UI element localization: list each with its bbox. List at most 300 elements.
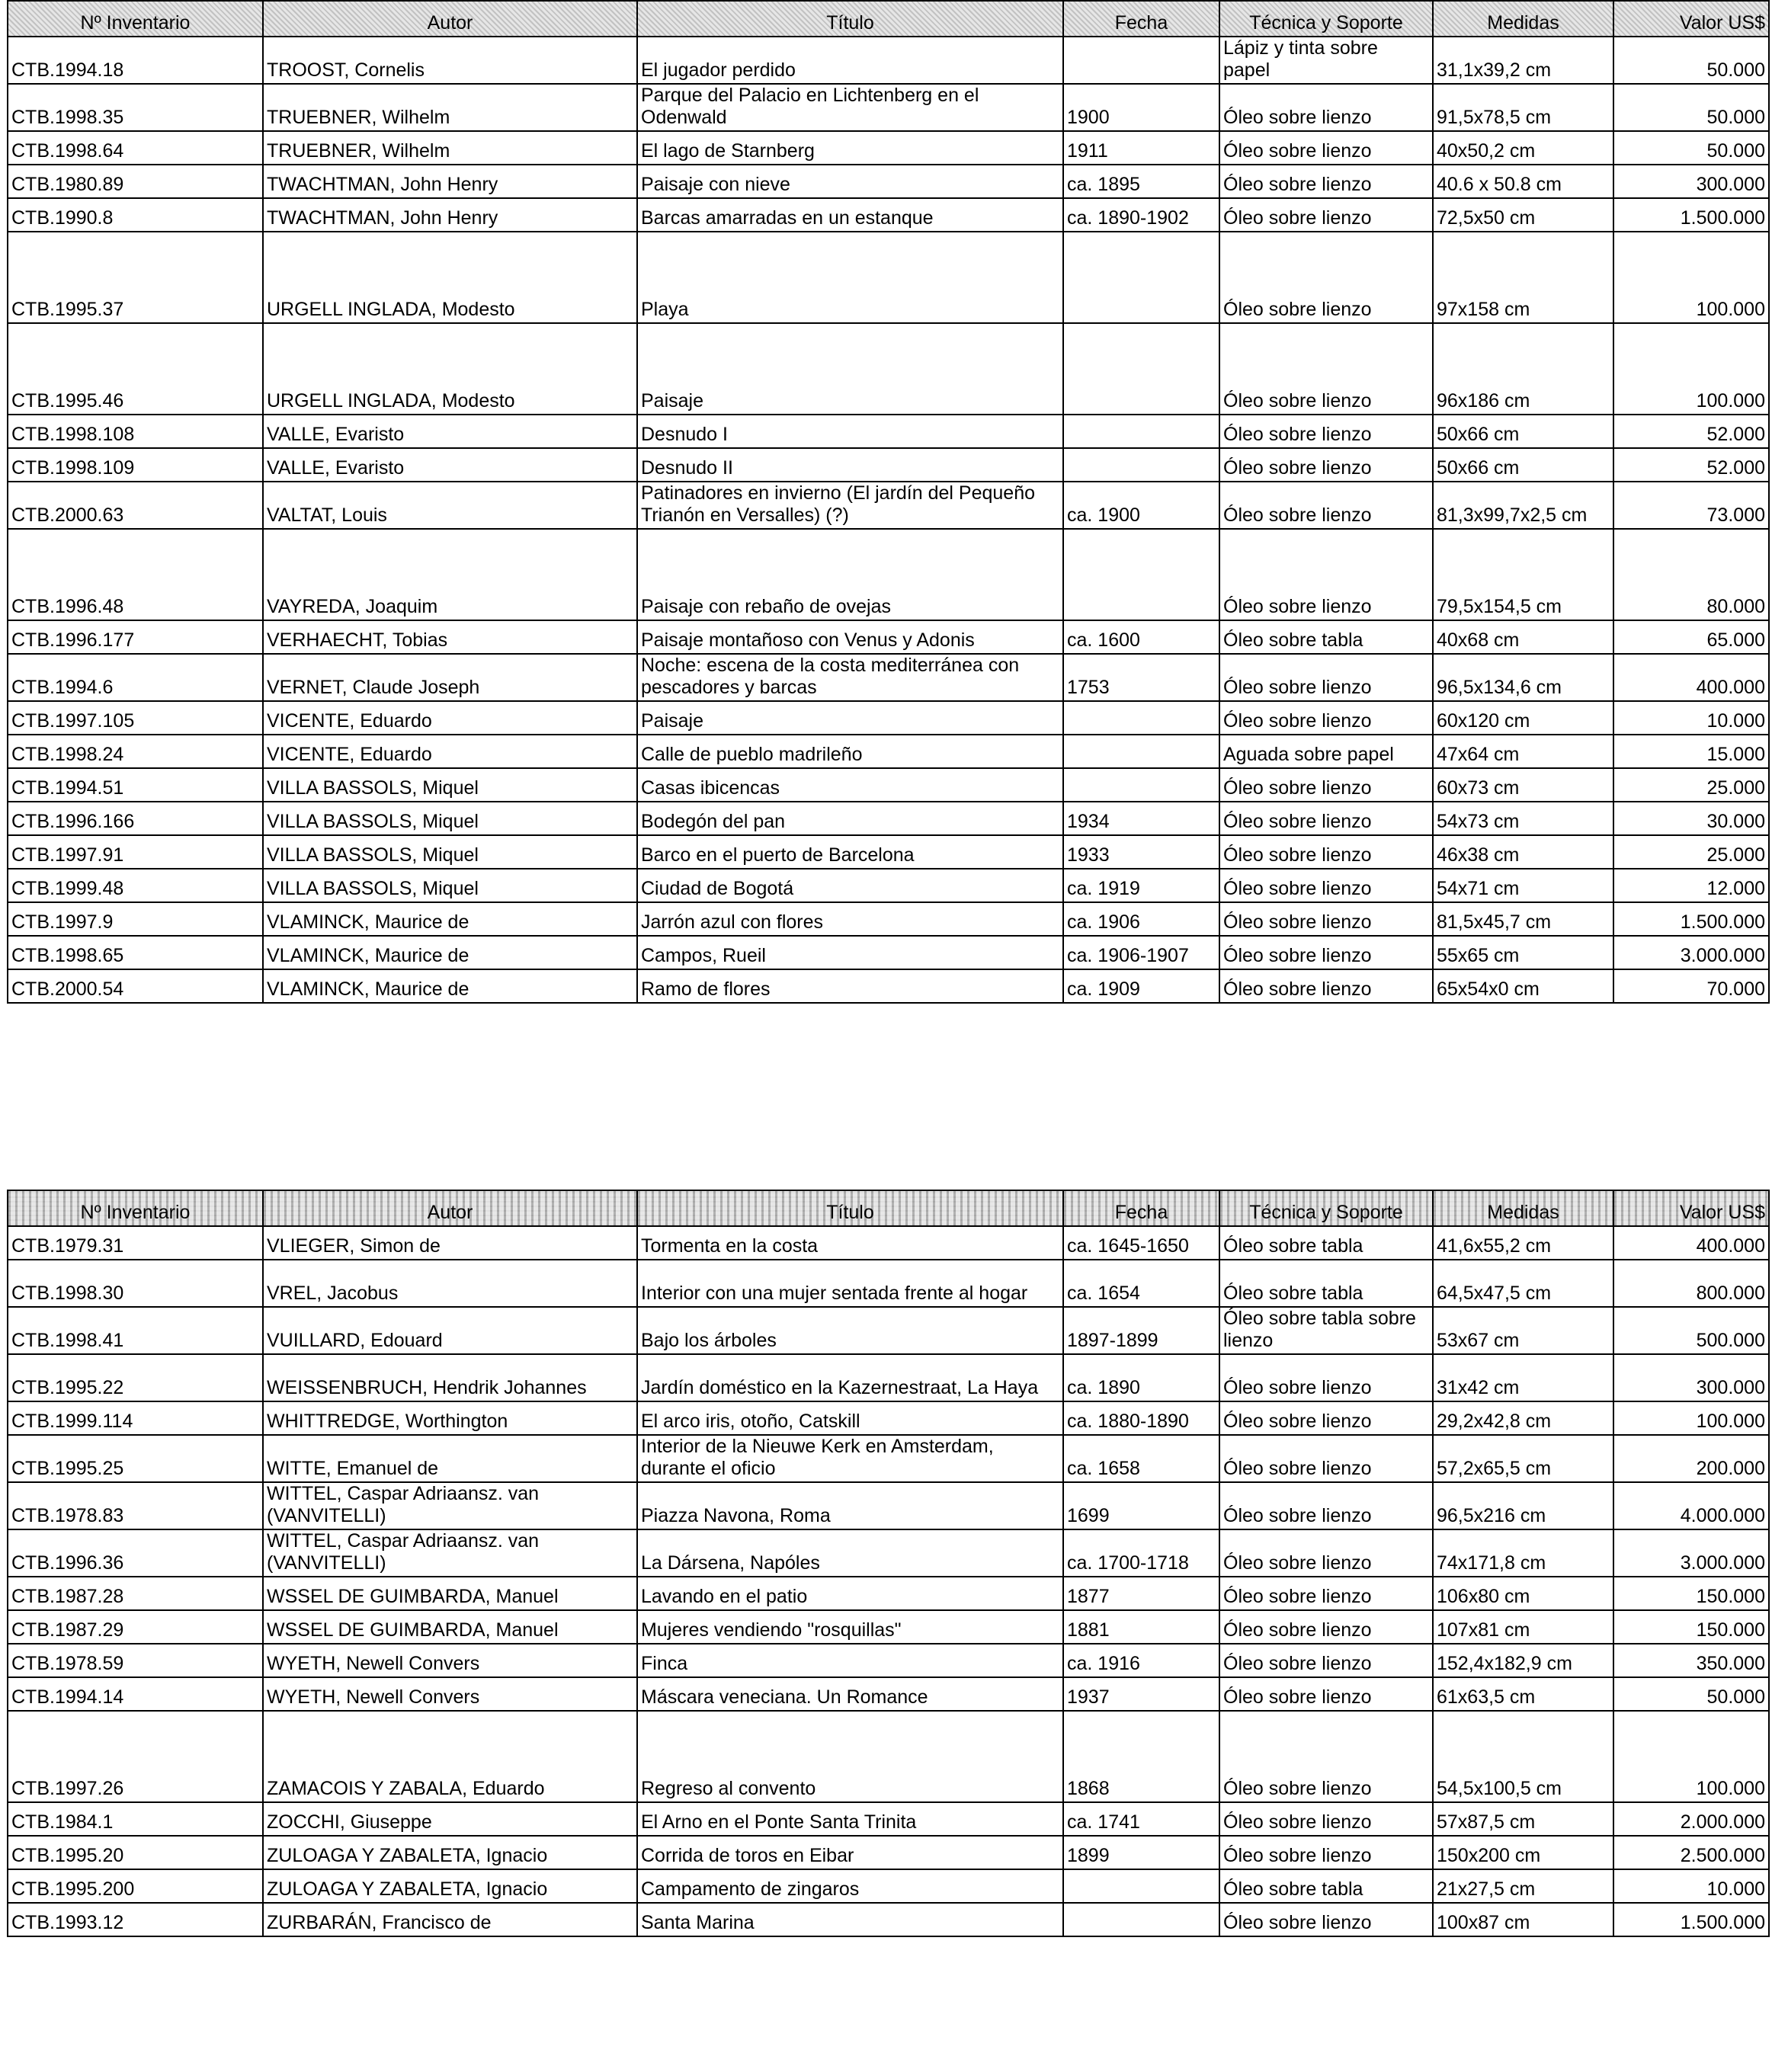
cell-autor: VILLA BASSOLS, Miquel bbox=[263, 802, 637, 835]
cell-titulo: Barco en el puerto de Barcelona bbox=[637, 835, 1063, 869]
cell-tecnica: Óleo sobre lienzo bbox=[1219, 969, 1433, 1003]
header-autor: Autor bbox=[263, 1, 637, 37]
cell-tecnica: Óleo sobre lienzo bbox=[1219, 1401, 1433, 1435]
header-valor: Valor US$ bbox=[1613, 1, 1769, 37]
cell-autor: WSSEL DE GUIMBARDA, Manuel bbox=[263, 1577, 637, 1610]
cell-inventario: CTB.1995.25 bbox=[8, 1435, 263, 1482]
cell-autor: VERHAECHT, Tobias bbox=[263, 620, 637, 654]
cell-inventario: CTB.1980.89 bbox=[8, 165, 263, 198]
cell-titulo: La Dársena, Napóles bbox=[637, 1529, 1063, 1577]
cell-autor: VILLA BASSOLS, Miquel bbox=[263, 869, 637, 902]
cell-titulo: Ramo de flores bbox=[637, 969, 1063, 1003]
cell-valor: 52.000 bbox=[1613, 448, 1769, 482]
cell-fecha bbox=[1063, 448, 1219, 482]
cell-valor: 300.000 bbox=[1613, 1354, 1769, 1401]
cell-fecha: ca. 1658 bbox=[1063, 1435, 1219, 1482]
cell-titulo: Playa bbox=[637, 232, 1063, 323]
cell-tecnica: Óleo sobre lienzo bbox=[1219, 131, 1433, 165]
cell-valor: 4.000.000 bbox=[1613, 1482, 1769, 1529]
cell-medidas: 41,6x55,2 cm bbox=[1433, 1226, 1613, 1260]
cell-inventario: CTB.1993.12 bbox=[8, 1903, 263, 1936]
cell-inventario: CTB.1996.166 bbox=[8, 802, 263, 835]
cell-autor: WYETH, Newell Convers bbox=[263, 1677, 637, 1711]
table-row bbox=[8, 1354, 1769, 1401]
table-row bbox=[8, 701, 1769, 735]
cell-inventario: CTB.1997.105 bbox=[8, 701, 263, 735]
cell-titulo: Paisaje montañoso con Venus y Adonis bbox=[637, 620, 1063, 654]
cell-fecha: ca. 1880-1890 bbox=[1063, 1401, 1219, 1435]
cell-fecha: 1934 bbox=[1063, 802, 1219, 835]
cell-titulo: El arco iris, otoño, Catskill bbox=[637, 1401, 1063, 1435]
header-row bbox=[8, 1, 1769, 37]
cell-valor: 200.000 bbox=[1613, 1435, 1769, 1482]
header-fecha: Fecha bbox=[1063, 1, 1219, 37]
cell-fecha bbox=[1063, 1869, 1219, 1903]
table-row bbox=[8, 1307, 1769, 1354]
cell-autor: ZULOAGA Y ZABALETA, Ignacio bbox=[263, 1836, 637, 1869]
cell-tecnica: Óleo sobre lienzo bbox=[1219, 482, 1433, 529]
cell-medidas: 65x54x0 cm bbox=[1433, 969, 1613, 1003]
cell-medidas: 96x186 cm bbox=[1433, 323, 1613, 415]
cell-valor: 80.000 bbox=[1613, 529, 1769, 620]
cell-medidas: 91,5x78,5 cm bbox=[1433, 84, 1613, 131]
table-row bbox=[8, 448, 1769, 482]
table-row bbox=[8, 482, 1769, 529]
cell-valor: 500.000 bbox=[1613, 1307, 1769, 1354]
header-titulo: Título bbox=[637, 1, 1063, 37]
cell-tecnica: Óleo sobre lienzo bbox=[1219, 1577, 1433, 1610]
cell-titulo: Jardín doméstico en la Kazernestraat, La Haya bbox=[637, 1354, 1063, 1401]
cell-inventario: CTB.1996.48 bbox=[8, 529, 263, 620]
cell-autor: TROOST, Cornelis bbox=[263, 37, 637, 84]
cell-tecnica: Óleo sobre lienzo bbox=[1219, 701, 1433, 735]
cell-inventario: CTB.1995.46 bbox=[8, 323, 263, 415]
cell-medidas: 64,5x47,5 cm bbox=[1433, 1260, 1613, 1307]
cell-medidas: 60x73 cm bbox=[1433, 768, 1613, 802]
cell-inventario: CTB.1995.22 bbox=[8, 1354, 263, 1401]
cell-fecha: 1911 bbox=[1063, 131, 1219, 165]
cell-tecnica: Aguada sobre papel bbox=[1219, 735, 1433, 768]
table-row bbox=[8, 1577, 1769, 1610]
header-inventario: Nº Inventario bbox=[8, 1, 263, 37]
cell-medidas: 21x27,5 cm bbox=[1433, 1869, 1613, 1903]
table-row bbox=[8, 1836, 1769, 1869]
table-row bbox=[8, 1226, 1769, 1260]
table-row bbox=[8, 1677, 1769, 1711]
header-medidas: Medidas bbox=[1433, 1, 1613, 37]
cell-medidas: 31,1x39,2 cm bbox=[1433, 37, 1613, 84]
cell-inventario: CTB.1998.41 bbox=[8, 1307, 263, 1354]
cell-autor: TRUEBNER, Wilhelm bbox=[263, 84, 637, 131]
cell-fecha: ca. 1906 bbox=[1063, 902, 1219, 936]
cell-fecha bbox=[1063, 323, 1219, 415]
table-row bbox=[8, 165, 1769, 198]
cell-autor: URGELL INGLADA, Modesto bbox=[263, 323, 637, 415]
table-header bbox=[8, 1, 1769, 37]
cell-inventario: CTB.2000.63 bbox=[8, 482, 263, 529]
cell-autor: WEISSENBRUCH, Hendrik Johannes bbox=[263, 1354, 637, 1401]
table-row bbox=[8, 869, 1769, 902]
cell-valor: 150.000 bbox=[1613, 1610, 1769, 1644]
cell-fecha: ca. 1654 bbox=[1063, 1260, 1219, 1307]
cell-inventario: CTB.1998.109 bbox=[8, 448, 263, 482]
cell-valor: 25.000 bbox=[1613, 835, 1769, 869]
table-row bbox=[8, 620, 1769, 654]
cell-autor: VLAMINCK, Maurice de bbox=[263, 969, 637, 1003]
cell-titulo: Bodegón del pan bbox=[637, 802, 1063, 835]
cell-fecha: ca. 1906-1907 bbox=[1063, 936, 1219, 969]
cell-inventario: CTB.1998.64 bbox=[8, 131, 263, 165]
cell-valor: 50.000 bbox=[1613, 84, 1769, 131]
cell-autor: WYETH, Newell Convers bbox=[263, 1644, 637, 1677]
cell-titulo: Paisaje con rebaño de ovejas bbox=[637, 529, 1063, 620]
table-row bbox=[8, 1435, 1769, 1482]
cell-fecha: ca. 1900 bbox=[1063, 482, 1219, 529]
cell-inventario: CTB.1997.9 bbox=[8, 902, 263, 936]
cell-autor: ZAMACOIS Y ZABALA, Eduardo bbox=[263, 1711, 637, 1802]
cell-titulo: Bajo los árboles bbox=[637, 1307, 1063, 1354]
cell-autor: VERNET, Claude Joseph bbox=[263, 654, 637, 701]
cell-autor: VREL, Jacobus bbox=[263, 1260, 637, 1307]
cell-fecha: 1877 bbox=[1063, 1577, 1219, 1610]
cell-autor: WHITTREDGE, Worthington bbox=[263, 1401, 637, 1435]
cell-medidas: 72,5x50 cm bbox=[1433, 198, 1613, 232]
cell-titulo: Noche: escena de la costa mediterránea con pescadores y barcas bbox=[637, 654, 1063, 701]
cell-inventario: CTB.2000.54 bbox=[8, 969, 263, 1003]
table-row bbox=[8, 735, 1769, 768]
cell-autor: VLIEGER, Simon de bbox=[263, 1226, 637, 1260]
cell-tecnica: Óleo sobre tabla bbox=[1219, 1869, 1433, 1903]
cell-titulo: Paisaje bbox=[637, 701, 1063, 735]
cell-medidas: 40.6 x 50.8 cm bbox=[1433, 165, 1613, 198]
cell-autor: VUILLARD, Edouard bbox=[263, 1307, 637, 1354]
cell-fecha: ca. 1600 bbox=[1063, 620, 1219, 654]
cell-medidas: 97x158 cm bbox=[1433, 232, 1613, 323]
cell-autor: WITTEL, Caspar Adriaansz. van (VANVITELLI) bbox=[263, 1482, 637, 1529]
cell-tecnica: Óleo sobre lienzo bbox=[1219, 936, 1433, 969]
cell-titulo: Tormenta en la costa bbox=[637, 1226, 1063, 1260]
cell-fecha: ca. 1645-1650 bbox=[1063, 1226, 1219, 1260]
table-row bbox=[8, 415, 1769, 448]
cell-valor: 65.000 bbox=[1613, 620, 1769, 654]
cell-titulo: Paisaje con nieve bbox=[637, 165, 1063, 198]
cell-tecnica: Óleo sobre lienzo bbox=[1219, 198, 1433, 232]
cell-valor: 400.000 bbox=[1613, 1226, 1769, 1260]
cell-inventario: CTB.1990.8 bbox=[8, 198, 263, 232]
cell-autor: VLAMINCK, Maurice de bbox=[263, 936, 637, 969]
cell-autor: WITTE, Emanuel de bbox=[263, 1435, 637, 1482]
cell-inventario: CTB.1999.48 bbox=[8, 869, 263, 902]
table-row bbox=[8, 1401, 1769, 1435]
cell-fecha bbox=[1063, 415, 1219, 448]
cell-medidas: 54x73 cm bbox=[1433, 802, 1613, 835]
cell-valor: 2.000.000 bbox=[1613, 1802, 1769, 1836]
header-titulo: Título bbox=[637, 1190, 1063, 1226]
cell-tecnica: Óleo sobre lienzo bbox=[1219, 165, 1433, 198]
cell-valor: 100.000 bbox=[1613, 1401, 1769, 1435]
cell-inventario: CTB.1998.24 bbox=[8, 735, 263, 768]
cell-inventario: CTB.1998.108 bbox=[8, 415, 263, 448]
cell-valor: 800.000 bbox=[1613, 1260, 1769, 1307]
cell-fecha bbox=[1063, 232, 1219, 323]
cell-tecnica: Óleo sobre lienzo bbox=[1219, 1482, 1433, 1529]
cell-tecnica: Óleo sobre lienzo bbox=[1219, 1354, 1433, 1401]
cell-valor: 2.500.000 bbox=[1613, 1836, 1769, 1869]
cell-inventario: CTB.1994.6 bbox=[8, 654, 263, 701]
cell-tecnica: Óleo sobre lienzo bbox=[1219, 1802, 1433, 1836]
cell-medidas: 61x63,5 cm bbox=[1433, 1677, 1613, 1711]
cell-autor: TRUEBNER, Wilhelm bbox=[263, 131, 637, 165]
cell-fecha bbox=[1063, 701, 1219, 735]
cell-medidas: 31x42 cm bbox=[1433, 1354, 1613, 1401]
table-row bbox=[8, 654, 1769, 701]
cell-fecha: ca. 1909 bbox=[1063, 969, 1219, 1003]
inventory-table-1 bbox=[7, 0, 1770, 1004]
cell-titulo: Regreso al convento bbox=[637, 1711, 1063, 1802]
cell-autor: ZOCCHI, Giuseppe bbox=[263, 1802, 637, 1836]
header-autor: Autor bbox=[263, 1190, 637, 1226]
cell-medidas: 96,5x134,6 cm bbox=[1433, 654, 1613, 701]
cell-inventario: CTB.1994.14 bbox=[8, 1677, 263, 1711]
cell-titulo: Calle de pueblo madrileño bbox=[637, 735, 1063, 768]
cell-fecha: 1753 bbox=[1063, 654, 1219, 701]
cell-fecha: ca. 1700-1718 bbox=[1063, 1529, 1219, 1577]
cell-valor: 70.000 bbox=[1613, 969, 1769, 1003]
table-row bbox=[8, 198, 1769, 232]
table-row bbox=[8, 768, 1769, 802]
cell-valor: 50.000 bbox=[1613, 131, 1769, 165]
cell-fecha: 1933 bbox=[1063, 835, 1219, 869]
cell-valor: 15.000 bbox=[1613, 735, 1769, 768]
cell-autor: VALLE, Evaristo bbox=[263, 448, 637, 482]
cell-fecha: 1900 bbox=[1063, 84, 1219, 131]
inventory-table-2 bbox=[7, 1190, 1770, 1937]
cell-valor: 350.000 bbox=[1613, 1644, 1769, 1677]
cell-fecha bbox=[1063, 1903, 1219, 1936]
table-row bbox=[8, 1711, 1769, 1802]
cell-valor: 150.000 bbox=[1613, 1577, 1769, 1610]
header-tecnica: Técnica y Soporte bbox=[1219, 1190, 1433, 1226]
cell-medidas: 54x71 cm bbox=[1433, 869, 1613, 902]
cell-inventario: CTB.1978.83 bbox=[8, 1482, 263, 1529]
cell-tecnica: Óleo sobre lienzo bbox=[1219, 323, 1433, 415]
cell-tecnica: Óleo sobre lienzo bbox=[1219, 1435, 1433, 1482]
table-row bbox=[8, 232, 1769, 323]
cell-valor: 10.000 bbox=[1613, 1869, 1769, 1903]
cell-valor: 73.000 bbox=[1613, 482, 1769, 529]
cell-fecha: ca. 1741 bbox=[1063, 1802, 1219, 1836]
table-header bbox=[8, 1190, 1769, 1226]
cell-medidas: 74x171,8 cm bbox=[1433, 1529, 1613, 1577]
cell-autor: VILLA BASSOLS, Miquel bbox=[263, 835, 637, 869]
header-tecnica: Técnica y Soporte bbox=[1219, 1, 1433, 37]
cell-medidas: 106x80 cm bbox=[1433, 1577, 1613, 1610]
cell-medidas: 50x66 cm bbox=[1433, 415, 1613, 448]
cell-autor: VICENTE, Eduardo bbox=[263, 701, 637, 735]
table-row bbox=[8, 1610, 1769, 1644]
cell-titulo: Jarrón azul con flores bbox=[637, 902, 1063, 936]
cell-tecnica: Óleo sobre lienzo bbox=[1219, 448, 1433, 482]
cell-titulo: Desnudo II bbox=[637, 448, 1063, 482]
cell-inventario: CTB.1997.91 bbox=[8, 835, 263, 869]
cell-tecnica: Óleo sobre lienzo bbox=[1219, 1644, 1433, 1677]
cell-inventario: CTB.1996.36 bbox=[8, 1529, 263, 1577]
cell-medidas: 47x64 cm bbox=[1433, 735, 1613, 768]
cell-medidas: 54,5x100,5 cm bbox=[1433, 1711, 1613, 1802]
cell-tecnica: Óleo sobre lienzo bbox=[1219, 415, 1433, 448]
cell-fecha bbox=[1063, 37, 1219, 84]
cell-fecha: 1897-1899 bbox=[1063, 1307, 1219, 1354]
cell-autor: URGELL INGLADA, Modesto bbox=[263, 232, 637, 323]
cell-autor: WITTEL, Caspar Adriaansz. van (VANVITELLI) bbox=[263, 1529, 637, 1577]
cell-tecnica: Óleo sobre lienzo bbox=[1219, 768, 1433, 802]
table-row bbox=[8, 1869, 1769, 1903]
cell-fecha: 1868 bbox=[1063, 1711, 1219, 1802]
table-row bbox=[8, 323, 1769, 415]
table-row bbox=[8, 1482, 1769, 1529]
cell-fecha: 1699 bbox=[1063, 1482, 1219, 1529]
cell-medidas: 57,2x65,5 cm bbox=[1433, 1435, 1613, 1482]
cell-tecnica: Óleo sobre lienzo bbox=[1219, 1903, 1433, 1936]
cell-titulo: Barcas amarradas en un estanque bbox=[637, 198, 1063, 232]
cell-autor: ZULOAGA Y ZABALETA, Ignacio bbox=[263, 1869, 637, 1903]
cell-fecha: ca. 1890-1902 bbox=[1063, 198, 1219, 232]
cell-inventario: CTB.1997.26 bbox=[8, 1711, 263, 1802]
cell-medidas: 55x65 cm bbox=[1433, 936, 1613, 969]
cell-autor: VALTAT, Louis bbox=[263, 482, 637, 529]
cell-valor: 100.000 bbox=[1613, 323, 1769, 415]
cell-titulo: Mujeres vendiendo "rosquillas" bbox=[637, 1610, 1063, 1644]
cell-valor: 300.000 bbox=[1613, 165, 1769, 198]
table-row bbox=[8, 902, 1769, 936]
cell-tecnica: Óleo sobre lienzo bbox=[1219, 529, 1433, 620]
cell-fecha: ca. 1895 bbox=[1063, 165, 1219, 198]
cell-fecha bbox=[1063, 735, 1219, 768]
cell-tecnica: Óleo sobre tabla sobre lienzo bbox=[1219, 1307, 1433, 1354]
cell-autor: ZURBARÁN, Francisco de bbox=[263, 1903, 637, 1936]
cell-tecnica: Óleo sobre tabla bbox=[1219, 1226, 1433, 1260]
cell-autor: VALLE, Evaristo bbox=[263, 415, 637, 448]
cell-inventario: CTB.1999.114 bbox=[8, 1401, 263, 1435]
cell-titulo: Parque del Palacio en Lichtenberg en el Odenwald bbox=[637, 84, 1063, 131]
cell-medidas: 57x87,5 cm bbox=[1433, 1802, 1613, 1836]
cell-valor: 3.000.000 bbox=[1613, 1529, 1769, 1577]
cell-valor: 3.000.000 bbox=[1613, 936, 1769, 969]
cell-valor: 1.500.000 bbox=[1613, 198, 1769, 232]
cell-tecnica: Óleo sobre lienzo bbox=[1219, 802, 1433, 835]
cell-medidas: 81,5x45,7 cm bbox=[1433, 902, 1613, 936]
cell-titulo: Piazza Navona, Roma bbox=[637, 1482, 1063, 1529]
cell-valor: 1.500.000 bbox=[1613, 902, 1769, 936]
cell-autor: VICENTE, Eduardo bbox=[263, 735, 637, 768]
cell-valor: 50.000 bbox=[1613, 37, 1769, 84]
cell-inventario: CTB.1987.29 bbox=[8, 1610, 263, 1644]
cell-tecnica: Óleo sobre lienzo bbox=[1219, 869, 1433, 902]
table-row bbox=[8, 969, 1769, 1003]
cell-medidas: 96,5x216 cm bbox=[1433, 1482, 1613, 1529]
header-medidas: Medidas bbox=[1433, 1190, 1613, 1226]
cell-medidas: 40x50,2 cm bbox=[1433, 131, 1613, 165]
cell-tecnica: Óleo sobre lienzo bbox=[1219, 1529, 1433, 1577]
table-row bbox=[8, 802, 1769, 835]
cell-titulo: Corrida de toros en Eibar bbox=[637, 1836, 1063, 1869]
header-row bbox=[8, 1190, 1769, 1226]
header-valor: Valor US$ bbox=[1613, 1190, 1769, 1226]
table-row bbox=[8, 131, 1769, 165]
cell-valor: 12.000 bbox=[1613, 869, 1769, 902]
cell-inventario: CTB.1995.37 bbox=[8, 232, 263, 323]
cell-valor: 1.500.000 bbox=[1613, 1903, 1769, 1936]
cell-inventario: CTB.1998.35 bbox=[8, 84, 263, 131]
table-row bbox=[8, 37, 1769, 84]
cell-tecnica: Óleo sobre lienzo bbox=[1219, 902, 1433, 936]
cell-tecnica: Óleo sobre lienzo bbox=[1219, 84, 1433, 131]
cell-titulo: Patinadores en invierno (El jardín del Pequeño Trianón en Versalles) (?) bbox=[637, 482, 1063, 529]
cell-inventario: CTB.1998.65 bbox=[8, 936, 263, 969]
cell-titulo: Campamento de zingaros bbox=[637, 1869, 1063, 1903]
cell-fecha: 1937 bbox=[1063, 1677, 1219, 1711]
cell-titulo: El jugador perdido bbox=[637, 37, 1063, 84]
cell-titulo: Paisaje bbox=[637, 323, 1063, 415]
cell-titulo: Finca bbox=[637, 1644, 1063, 1677]
table-row bbox=[8, 1903, 1769, 1936]
cell-valor: 100.000 bbox=[1613, 1711, 1769, 1802]
cell-inventario: CTB.1979.31 bbox=[8, 1226, 263, 1260]
cell-titulo: Interior con una mujer sentada frente al hogar bbox=[637, 1260, 1063, 1307]
cell-titulo: Desnudo I bbox=[637, 415, 1063, 448]
cell-tecnica: Óleo sobre lienzo bbox=[1219, 835, 1433, 869]
header-inventario: Nº Inventario bbox=[8, 1190, 263, 1226]
cell-valor: 30.000 bbox=[1613, 802, 1769, 835]
cell-medidas: 107x81 cm bbox=[1433, 1610, 1613, 1644]
cell-titulo: Lavando en el patio bbox=[637, 1577, 1063, 1610]
cell-inventario: CTB.1998.30 bbox=[8, 1260, 263, 1307]
cell-tecnica: Óleo sobre lienzo bbox=[1219, 1610, 1433, 1644]
cell-tecnica: Óleo sobre lienzo bbox=[1219, 1711, 1433, 1802]
cell-tecnica: Lápiz y tinta sobre papel bbox=[1219, 37, 1433, 84]
cell-medidas: 152,4x182,9 cm bbox=[1433, 1644, 1613, 1677]
cell-tecnica: Óleo sobre tabla bbox=[1219, 1260, 1433, 1307]
cell-titulo: Casas ibicencas bbox=[637, 768, 1063, 802]
table-row bbox=[8, 1644, 1769, 1677]
table-row bbox=[8, 84, 1769, 131]
cell-valor: 400.000 bbox=[1613, 654, 1769, 701]
cell-medidas: 46x38 cm bbox=[1433, 835, 1613, 869]
cell-titulo: Máscara veneciana. Un Romance bbox=[637, 1677, 1063, 1711]
cell-autor: VLAMINCK, Maurice de bbox=[263, 902, 637, 936]
table-body bbox=[8, 1226, 1769, 1936]
cell-medidas: 40x68 cm bbox=[1433, 620, 1613, 654]
cell-fecha: ca. 1919 bbox=[1063, 869, 1219, 902]
cell-tecnica: Óleo sobre lienzo bbox=[1219, 1836, 1433, 1869]
cell-medidas: 60x120 cm bbox=[1433, 701, 1613, 735]
cell-autor: WSSEL DE GUIMBARDA, Manuel bbox=[263, 1610, 637, 1644]
cell-autor: VAYREDA, Joaquim bbox=[263, 529, 637, 620]
cell-inventario: CTB.1995.20 bbox=[8, 1836, 263, 1869]
cell-tecnica: Óleo sobre tabla bbox=[1219, 620, 1433, 654]
table-row bbox=[8, 1529, 1769, 1577]
cell-medidas: 100x87 cm bbox=[1433, 1903, 1613, 1936]
cell-inventario: CTB.1994.51 bbox=[8, 768, 263, 802]
cell-medidas: 79,5x154,5 cm bbox=[1433, 529, 1613, 620]
cell-autor: TWACHTMAN, John Henry bbox=[263, 165, 637, 198]
cell-autor: TWACHTMAN, John Henry bbox=[263, 198, 637, 232]
table-row bbox=[8, 1260, 1769, 1307]
table-row bbox=[8, 936, 1769, 969]
header-fecha: Fecha bbox=[1063, 1190, 1219, 1226]
cell-titulo: El lago de Starnberg bbox=[637, 131, 1063, 165]
cell-inventario: CTB.1995.200 bbox=[8, 1869, 263, 1903]
